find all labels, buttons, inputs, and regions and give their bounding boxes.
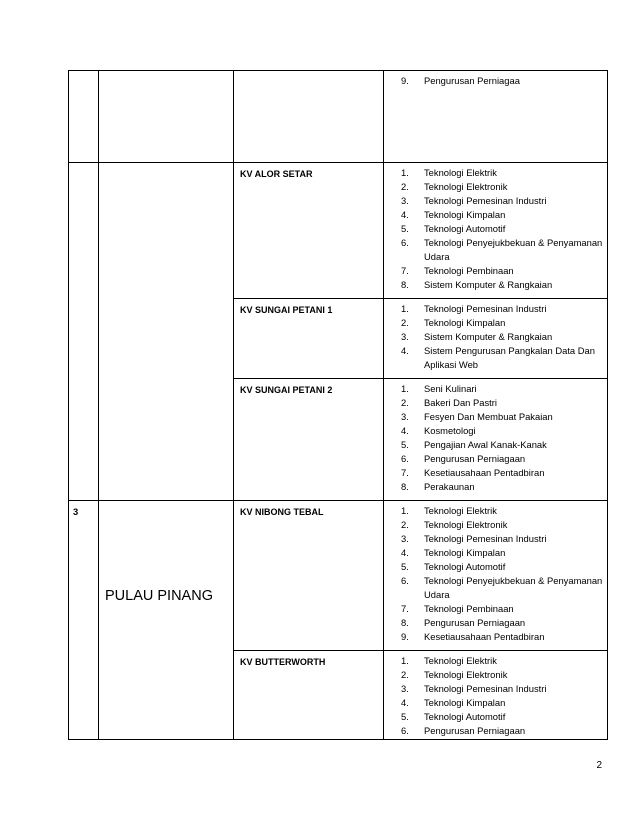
course-item (384, 602, 607, 616)
course-item (384, 616, 607, 630)
state-cell (99, 163, 234, 299)
course-item (384, 532, 607, 546)
table-row (69, 71, 608, 163)
course-item (384, 560, 607, 574)
state-cell (99, 299, 234, 379)
course-number: 9. (401, 75, 409, 86)
course-title: Pengajian Awal Kanak-Kanak (424, 439, 547, 450)
course-title: Pengurusan Perniagaan (424, 725, 526, 736)
course-title: Pengurusan Perniagaa (424, 75, 520, 86)
course-number: 6. (401, 575, 409, 586)
course-title: Teknologi Pemesinan Industri (424, 195, 547, 206)
table-row (69, 501, 608, 651)
course-item (384, 424, 607, 438)
college-course-table (68, 70, 608, 740)
course-number: 6. (401, 237, 409, 248)
course-item (384, 194, 607, 208)
state-cell (99, 379, 234, 501)
course-item (384, 696, 607, 710)
course-list (384, 299, 607, 378)
course-number: 3. (401, 411, 409, 422)
course-title: Teknologi Pemesinan Industri (424, 533, 547, 544)
state-cell (99, 501, 234, 740)
course-title: Teknologi Elektronik (424, 669, 508, 680)
course-number: 1. (401, 505, 409, 516)
course-item (384, 264, 607, 278)
course-title: Teknologi Automotif (424, 561, 506, 572)
course-title: Kesetiausahaan Pentadbiran (424, 631, 545, 642)
course-list (384, 163, 607, 298)
number-cell (69, 71, 99, 163)
course-number: 1. (401, 655, 409, 666)
table-row (69, 379, 608, 501)
course-list (384, 71, 607, 94)
college-name: KV ALOR SETAR (234, 163, 384, 299)
course-number: 6. (401, 453, 409, 464)
course-number: 4. (401, 345, 409, 356)
course-list-cell (384, 651, 608, 740)
course-item (384, 452, 607, 466)
course-item (384, 518, 607, 532)
course-item (384, 668, 607, 682)
course-item (384, 344, 607, 372)
course-title: Kesetiausahaan Pentadbiran (424, 467, 545, 478)
course-title: Seni Kulinari (424, 383, 477, 394)
course-item (384, 630, 607, 644)
course-title: Teknologi Penyejukbekuan & Penyamanan Udara (424, 575, 603, 600)
course-number: 3. (401, 683, 409, 694)
course-item (384, 166, 607, 180)
college-name: KV SUNGAI PETANI 1 (234, 299, 384, 379)
page-number: 2 (596, 760, 602, 771)
course-number: 4. (401, 547, 409, 558)
course-number: 6. (401, 725, 409, 736)
course-number: 1. (401, 303, 409, 314)
course-title: Teknologi Pemesinan Industri (424, 683, 547, 694)
course-number: 1. (401, 383, 409, 394)
course-number: 5. (401, 561, 409, 572)
course-number: 1. (401, 167, 409, 178)
course-item (384, 302, 607, 316)
course-title: Teknologi Pembinaan (424, 265, 514, 276)
table-row (69, 163, 608, 299)
course-item (384, 330, 607, 344)
course-title: Teknologi Elektrik (424, 167, 497, 178)
course-item (384, 710, 607, 724)
course-title: Pengurusan Perniagaan (424, 453, 526, 464)
course-number: 5. (401, 711, 409, 722)
course-item (384, 316, 607, 330)
course-title: Teknologi Kimpalan (424, 547, 506, 558)
course-title: Teknologi Penyejukbekuan & Penyamanan Udara (424, 237, 603, 262)
course-number: 8. (401, 481, 409, 492)
course-item (384, 654, 607, 668)
state-name: PULAU PINANG (105, 588, 213, 604)
course-list-cell (384, 379, 608, 501)
course-item (384, 504, 607, 518)
course-item (384, 208, 607, 222)
college-name: KV NIBONG TEBAL (234, 501, 384, 651)
course-number: 4. (401, 425, 409, 436)
course-item (384, 180, 607, 194)
course-title: Teknologi Automotif (424, 711, 506, 722)
course-number: 2. (401, 519, 409, 530)
course-title: Teknologi Elektrik (424, 655, 497, 666)
course-title: Teknologi Kimpalan (424, 697, 506, 708)
course-item (384, 546, 607, 560)
course-number: 2. (401, 181, 409, 192)
course-title: Fesyen Dan Membuat Pakaian (424, 411, 553, 422)
course-number: 7. (401, 467, 409, 478)
college-name: KV BUTTERWORTH (234, 651, 384, 740)
course-number: 2. (401, 669, 409, 680)
course-number: 8. (401, 279, 409, 290)
course-item (384, 74, 607, 88)
course-title: Sistem Komputer & Rangkaian (424, 279, 553, 290)
course-item (384, 574, 607, 602)
course-item (384, 724, 607, 738)
course-title: Teknologi Automotif (424, 223, 506, 234)
course-list-cell (384, 71, 608, 163)
course-list-cell (384, 299, 608, 379)
course-title: Teknologi Kimpalan (424, 317, 506, 328)
course-number: 2. (401, 397, 409, 408)
course-number: 3. (401, 195, 409, 206)
course-number: 4. (401, 209, 409, 220)
table-row (69, 299, 608, 379)
course-title: Pengurusan Perniagaan (424, 617, 526, 628)
course-number: 5. (401, 439, 409, 450)
college-name: KV SUNGAI PETANI 2 (234, 379, 384, 501)
course-number: 4. (401, 697, 409, 708)
course-number: 2. (401, 317, 409, 328)
course-list-cell (384, 163, 608, 299)
course-title: Teknologi Elektronik (424, 519, 508, 530)
course-list (384, 651, 607, 739)
course-item (384, 682, 607, 696)
course-number: 7. (401, 265, 409, 276)
course-title: Teknologi Pemesinan Industri (424, 303, 547, 314)
course-number: 8. (401, 617, 409, 628)
course-list (384, 379, 607, 500)
course-number: 7. (401, 603, 409, 614)
course-item (384, 222, 607, 236)
course-title: Teknologi Kimpalan (424, 209, 506, 220)
course-title: Sistem Pengurusan Pangkalan Data Dan Aplikasi Web (424, 345, 595, 370)
course-item (384, 236, 607, 264)
course-number: 9. (401, 631, 409, 642)
course-number: 5. (401, 223, 409, 234)
course-item (384, 410, 607, 424)
course-item (384, 396, 607, 410)
course-item (384, 382, 607, 396)
number-cell (69, 379, 99, 501)
course-item (384, 438, 607, 452)
course-list-cell (384, 501, 608, 651)
course-item (384, 278, 607, 292)
number-cell (69, 299, 99, 379)
course-number: 3. (401, 533, 409, 544)
number-cell (69, 163, 99, 299)
course-number: 3. (401, 331, 409, 342)
course-title: Bakeri Dan Pastri (424, 397, 497, 408)
state-number: 3 (69, 501, 99, 740)
course-item (384, 466, 607, 480)
course-title: Sistem Komputer & Rangkaian (424, 331, 553, 342)
course-list (384, 501, 607, 650)
course-title: Teknologi Elektrik (424, 505, 497, 516)
course-title: Perakaunan (424, 481, 475, 492)
course-title: Teknologi Pembinaan (424, 603, 514, 614)
course-title: Teknologi Elektronik (424, 181, 508, 192)
course-item (384, 480, 607, 494)
college-name (234, 71, 384, 163)
course-title: Kosmetologi (424, 425, 476, 436)
state-cell (99, 71, 234, 163)
